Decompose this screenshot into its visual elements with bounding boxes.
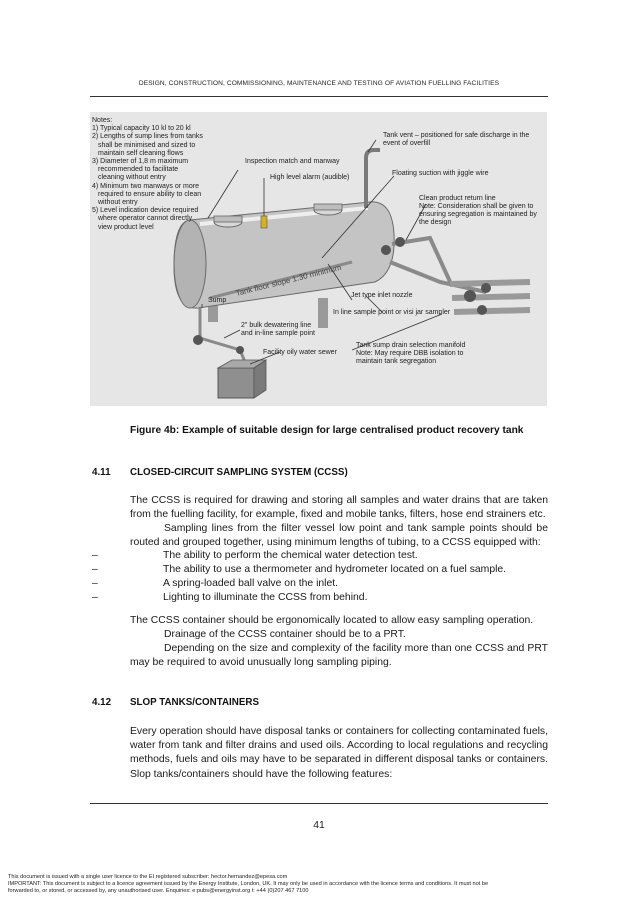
outlet-pipe <box>390 262 486 292</box>
label-high-level-alarm: High level alarm (audible) <box>270 174 350 181</box>
sump-valve <box>193 335 203 345</box>
header-rule <box>90 96 548 97</box>
label-floating-suction: Floating suction with jiggle wire <box>392 170 489 177</box>
licence-notice: This document is issued with a single user licence to the EI registered subscriber: hector.hernandez@epesa.com <box>8 874 288 880</box>
inlet-valve <box>381 245 391 255</box>
label-clean-return: Note: Consideration shall be given to <box>419 203 534 210</box>
notes-title: Notes: <box>92 117 113 124</box>
manifold-valve <box>464 290 476 302</box>
label-sump-manifold: maintain tank segregation <box>356 358 437 365</box>
label-tank-vent: event of overfill <box>383 140 431 147</box>
sump-valve <box>236 346 244 354</box>
bullet-item: A spring-loaded ball valve on the inlet. <box>163 578 339 589</box>
page-number: 41 <box>313 820 325 831</box>
note-line: 4) Minimum two manways or more <box>92 182 199 190</box>
paragraph: Sampling lines from the filter vessel low point and tank sample points should be routed and grouped together, using minimum lengths of tubing, to a CCSS equipped with: <box>130 523 548 549</box>
label-sump: Sump <box>208 297 227 304</box>
note-line: 2) Lengths of sump lines from tanks <box>92 133 203 141</box>
bullet-item: The ability to perform the chemical water detection test. <box>163 550 418 561</box>
licence-notice: forwarded to, or stored, or accessed by, any unauthorised user. Enquiries: e:pubs@energyinst.org t: +44 (0)207 467 7100 <box>8 888 309 894</box>
inlet-valve <box>395 237 405 247</box>
section-number: 4.12 <box>92 697 112 708</box>
tank-vent-pipe <box>366 150 380 208</box>
licence-notice: IMPORTANT: This document is subject to a licence agreement issued by the Energy Institute, London, UK. It may only be used in accordance with the licence terms and conditions. It must not be <box>8 881 489 887</box>
paragraph: The CCSS is required for drawing and storing all samples and water drains that are taken from the fuelling facility, for example, fixed and mobile tanks, filters, hose end strainers etc. <box>130 495 548 521</box>
label-sump-manifold: Tank sump drain selection manifold <box>356 342 466 349</box>
note-line: maintain self cleaning flows <box>98 149 184 157</box>
note-line: required to ensure ability to clean <box>98 190 202 198</box>
paragraph: Every operation should have disposal tanks or containers for collecting contaminated fuels, water from tank and filter drains and used oils. According to local regulations and recycling methods, fuels and oils may have to be separated in different disposal tanks or containers. Slop tanks/containers should have the following features: <box>130 726 548 780</box>
support-leg <box>318 298 328 328</box>
level-alarm <box>261 216 267 228</box>
note-line: without entry <box>98 199 138 207</box>
manifold-pipe <box>452 296 530 298</box>
footer-rule <box>90 803 548 804</box>
label-inspection-manway: Inspection match and manway <box>245 158 340 165</box>
bullet-dash: – <box>92 578 98 589</box>
label-oily-water-sewer: Facility oily water sewer <box>263 349 337 356</box>
manifold-valve <box>477 305 487 315</box>
paragraph: Depending on the size and complexity of the facility more than one CCSS and PRT may be required to avoid unusually long sampling piping. <box>130 643 548 669</box>
bullet-item: Lighting to illuminate the CCSS from behind. <box>163 592 368 603</box>
section-number: 4.11 <box>92 467 111 478</box>
pointer-line <box>224 330 240 338</box>
paragraph: Drainage of the CCSS container should be to a PRT. <box>164 629 406 640</box>
label-bulk-dewatering: 2" bulk dewatering line <box>241 322 312 329</box>
manway <box>314 204 342 210</box>
label-bulk-dewatering: and in-line sample point <box>241 330 315 337</box>
note-line: 1) Typical capacity 10 kl to 20 kl <box>92 125 191 133</box>
manifold-pipe <box>454 310 530 312</box>
note-line: where operator cannot directly <box>98 215 193 223</box>
label-floor-slope: Tank floor slope 1:30 minimum <box>234 262 343 298</box>
running-header: DESIGN, CONSTRUCTION, COMMISSIONING, MAINTENANCE AND TESTING OF AVIATION FUELLING FACILITIES <box>138 80 500 87</box>
note-line: 3) Diameter of 1,8 m maximum <box>92 158 189 166</box>
figure-caption: Figure 4b: Example of suitable design for large centralised product recovery tank <box>130 425 524 436</box>
label-jet-nozzle: Jet type inlet nozzle <box>351 292 413 299</box>
label-clean-return: Clean product return line <box>419 195 496 202</box>
label-clean-return: ensuring segregation is maintained by <box>419 211 537 218</box>
note-line: shall be minimised and sized to <box>98 141 196 149</box>
paragraph: The CCSS container should be ergonomically located to allow easy sampling operation. <box>130 615 534 626</box>
manifold-valve <box>481 283 491 293</box>
oily-water-sewer-box <box>218 368 254 398</box>
bullet-dash: – <box>92 564 98 575</box>
tank-end-cap <box>174 220 206 308</box>
label-sump-manifold: Note: May require DBB isolation to <box>356 350 464 357</box>
note-line: view product level <box>98 223 154 231</box>
note-line: recommended to facilitate <box>98 166 179 174</box>
note-line: cleaning without entry <box>98 174 166 182</box>
label-tank-vent: Tank vent – positioned for safe discharge in the <box>383 132 530 139</box>
bullet-dash: – <box>92 592 98 603</box>
section-title: SLOP TANKS/CONTAINERS <box>130 697 259 708</box>
section-title: CLOSED-CIRCUIT SAMPLING SYSTEM (CCSS) <box>130 467 348 478</box>
label-clean-return: the design <box>419 219 452 226</box>
note-line: 5) Level indication device required <box>92 207 199 215</box>
bullet-item: The ability to use a thermometer and hydrometer located on a fuel sample. <box>163 564 507 575</box>
figure-notes <box>92 117 252 232</box>
label-inline-sample: In line sample point or visi jar sampler <box>333 309 451 316</box>
bullet-dash: – <box>92 550 98 561</box>
manifold-pipe <box>450 282 530 284</box>
